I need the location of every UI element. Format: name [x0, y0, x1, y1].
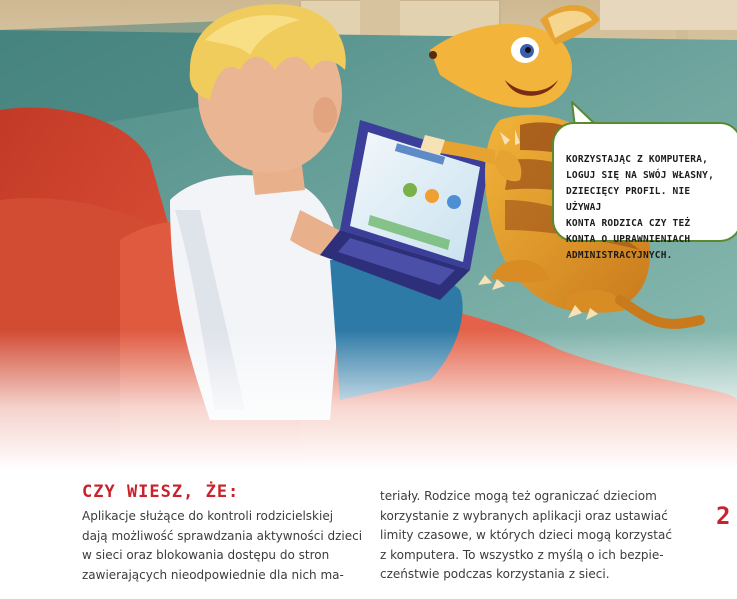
text-line: z komputera. To wszystko z myślą o ich bezpie- — [380, 547, 664, 562]
text-line: w sieci oraz blokowania dostępu do stron — [82, 548, 330, 562]
bubble-line: ADMINISTRACYJNYCH. — [566, 250, 673, 261]
text-line: dają możliwość sprawdzania aktywności dzieci — [82, 528, 363, 543]
speech-bubble — [552, 122, 737, 261]
section-heading: CZY WIESZ, ŻE: — [82, 482, 240, 502]
text-line: teriały. Rodzice mogą też ograniczać dzieciom — [380, 489, 657, 503]
text-line: limity czasowe, w których dzieci mogą korzystać — [380, 528, 672, 542]
bubble-line: DZIECIĘCY PROFIL. NIE UŻYWAJ — [566, 186, 691, 213]
bubble-line: KONTA RODZICA CZY TEŻ — [566, 218, 691, 229]
page-number: 2 — [716, 502, 731, 530]
table — [600, 0, 737, 30]
image-fade — [0, 330, 737, 470]
text-line: korzystanie z wybranych aplikacji oraz ustawiać — [380, 508, 668, 523]
bubble-line: KORZYSTAJĄC Z KOMPUTERA, — [566, 154, 709, 165]
bubble-line: LOGUJ SIĘ NA SWÓJ WŁASNY, — [566, 170, 714, 181]
text-line: Aplikacje służące do kontroli rodzicielskiej — [82, 509, 334, 523]
text-line: czeństwie podczas korzystania z sieci. — [380, 567, 610, 581]
body-text-left-column — [82, 507, 363, 585]
bubble-line: KONTA O UPRAWNIENIACH — [566, 234, 691, 245]
text-line: zawierających nieodpowiednie dla nich ma- — [82, 567, 344, 582]
body-text-right-column — [380, 487, 670, 585]
speech-bubble-text — [566, 136, 730, 264]
